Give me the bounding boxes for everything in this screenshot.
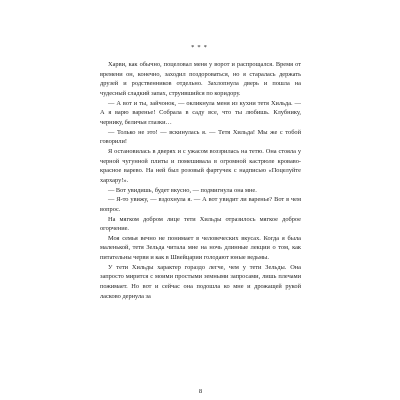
paragraph: На мягком добром лице тети Хильды отразилось мягкое доброе огорчение.	[100, 215, 301, 233]
section-ornament: ***	[191, 44, 210, 51]
paragraph: Я остановилась в дверях и с ужасом воззрилась на тетю. Она стояла у черной чугунной плиты и помешивала в огромной кастрюле кроваво-красное варево. На ней был розовый фартучек с надписью «Поцелуйте хархару!».	[100, 147, 301, 184]
page-text	[100, 60, 301, 301]
book-page	[100, 0, 301, 400]
paragraph: — Вот увидишь, будет вкусно, — подмигнула она мне.	[108, 186, 257, 194]
page-number: 8	[198, 388, 203, 395]
paragraph: Харви, как обычно, поцеловал меня у ворот и распрощался. Время от времени он, конечно, заходил поздороваться, но я старалась держать друзей и родственников отдельно. Захлопнула дверь и пошла на чудесный сладкий запах, струившийся по коридору.	[100, 61, 301, 97]
paragraph: Моя семья вечно не понимает в человеческих вкусах. Когда я была маленькой, тетя Зельда читала мне на ночь длинные лекции о том, как питательны черви и как в Швейцарии голодают юные ведьмы.	[100, 234, 301, 262]
paragraph: — А вот и ты, зайчонок, — окликнула меня из кухни тетя Хильда. — А я варю варенье! Собрала в саду все, что ты любишь. Клубнику, чернику, беличьи глазки…	[100, 99, 301, 126]
paragraph: — Только не это! — вскинулась я. — Тетя Хильда! Мы же с тобой говорили!	[100, 128, 301, 146]
paragraph: — Я-то увижу, — вздохнула я. — А вот увидит ли варенье? Вот в чем вопрос.	[100, 196, 301, 213]
paragraph: У тети Хильды характер гораздо легче, чем у тети Зельды. Она запросто мирится с моими простыми земными запросами, лишь плечами пожимает. Но вот и сейчас она подошла ко мне и дрожащей рукой ласково дернула за	[100, 263, 301, 300]
